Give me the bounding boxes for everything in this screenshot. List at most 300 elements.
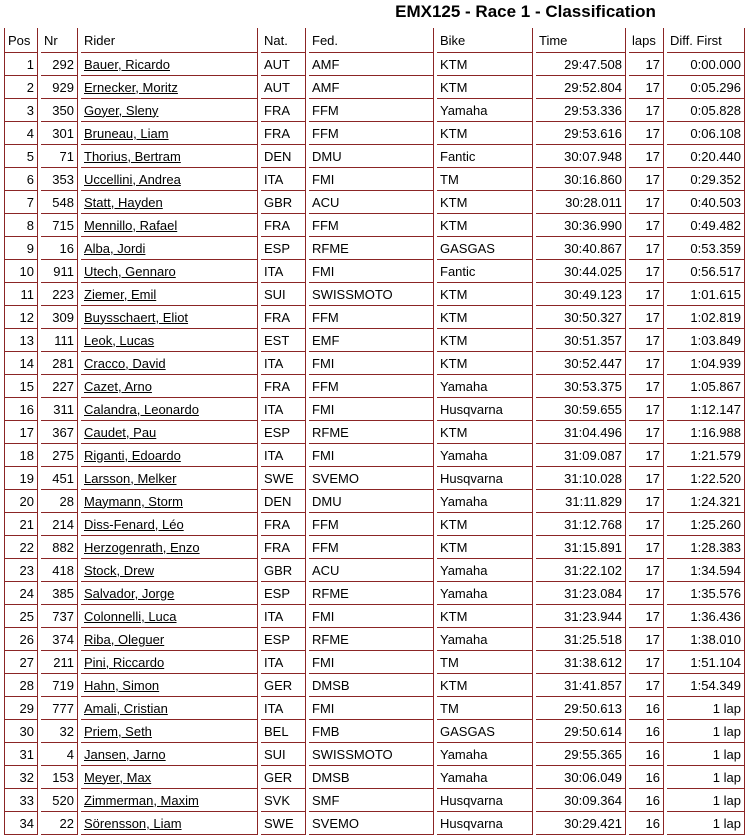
cell-nat: FRA <box>261 306 306 329</box>
table-row <box>4 559 745 582</box>
cell-time: 29:55.365 <box>536 743 626 766</box>
cell-bike: KTM <box>437 53 533 76</box>
table-row <box>4 674 745 697</box>
cell-pos: 19 <box>4 467 38 490</box>
cell-fed: FFM <box>309 306 434 329</box>
rider-link[interactable]: Calandra, Leonardo <box>84 401 199 417</box>
cell-nat: FRA <box>261 214 306 237</box>
cell-diff: 1:34.594 <box>667 559 745 582</box>
cell-fed: AMF <box>309 76 434 99</box>
cell-pos: 6 <box>4 168 38 191</box>
cell-diff: 1:04.939 <box>667 352 745 375</box>
cell-diff: 1 lap <box>667 743 745 766</box>
cell-diff: 1:05.867 <box>667 375 745 398</box>
cell-rider <box>81 513 258 536</box>
cell-laps: 16 <box>629 812 664 835</box>
cell-nr: 737 <box>41 605 78 628</box>
cell-laps: 17 <box>629 283 664 306</box>
cell-diff: 1:03.849 <box>667 329 745 352</box>
cell-laps: 17 <box>629 145 664 168</box>
table-row <box>4 513 745 536</box>
table-row <box>4 812 745 835</box>
cell-nat: ITA <box>261 260 306 283</box>
cell-nat: ESP <box>261 582 306 605</box>
cell-laps: 17 <box>629 122 664 145</box>
cell-nat: DEN <box>261 145 306 168</box>
rider-link[interactable]: Amali, Cristian <box>84 700 168 716</box>
rider-link[interactable]: Ziemer, Emil <box>84 286 157 302</box>
cell-pos: 26 <box>4 628 38 651</box>
cell-pos: 24 <box>4 582 38 605</box>
cell-time: 30:52.447 <box>536 352 626 375</box>
cell-time: 29:50.613 <box>536 697 626 720</box>
cell-nr: 223 <box>41 283 78 306</box>
rider-link[interactable]: Larsson, Melker <box>84 470 177 486</box>
cell-laps: 17 <box>629 53 664 76</box>
cell-rider <box>81 812 258 835</box>
cell-diff: 0:06.108 <box>667 122 745 145</box>
cell-rider <box>81 444 258 467</box>
col-header-pos: Pos <box>4 28 38 53</box>
cell-time: 29:53.616 <box>536 122 626 145</box>
cell-bike: Yamaha <box>437 99 533 122</box>
cell-nat: FRA <box>261 536 306 559</box>
cell-time: 31:23.084 <box>536 582 626 605</box>
rider-link[interactable]: Zimmerman, Maxim <box>84 792 199 808</box>
cell-bike: Yamaha <box>437 628 533 651</box>
cell-diff: 0:40.503 <box>667 191 745 214</box>
cell-nr: 311 <box>41 398 78 421</box>
cell-laps: 17 <box>629 76 664 99</box>
cell-time: 29:52.804 <box>536 76 626 99</box>
col-header-nr: Nr <box>41 28 78 53</box>
cell-bike: Yamaha <box>437 375 533 398</box>
cell-laps: 17 <box>629 628 664 651</box>
cell-bike: KTM <box>437 674 533 697</box>
cell-fed: FFM <box>309 375 434 398</box>
rider-link[interactable]: Alba, Jordi <box>84 240 146 256</box>
cell-bike: Yamaha <box>437 582 533 605</box>
cell-time: 31:15.891 <box>536 536 626 559</box>
cell-time: 30:51.357 <box>536 329 626 352</box>
cell-laps: 17 <box>629 421 664 444</box>
cell-nat: SWE <box>261 812 306 835</box>
cell-fed: DMU <box>309 490 434 513</box>
cell-fed: RFME <box>309 237 434 260</box>
cell-rider <box>81 398 258 421</box>
cell-time: 31:12.768 <box>536 513 626 536</box>
cell-rider <box>81 720 258 743</box>
cell-laps: 17 <box>629 260 664 283</box>
table-row <box>4 789 745 812</box>
rider-link[interactable]: Buysschaert, Eliot <box>84 309 189 325</box>
rider-link[interactable]: Leok, Lucas <box>84 332 155 348</box>
cell-pos: 16 <box>4 398 38 421</box>
cell-nr: 548 <box>41 191 78 214</box>
cell-laps: 17 <box>629 329 664 352</box>
rider-link[interactable]: Bruneau, Liam <box>84 125 169 141</box>
cell-laps: 17 <box>629 352 664 375</box>
cell-rider <box>81 191 258 214</box>
cell-nat: EST <box>261 329 306 352</box>
cell-fed: RFME <box>309 582 434 605</box>
cell-time: 30:06.049 <box>536 766 626 789</box>
rider-link[interactable]: Thorius, Bertram <box>84 148 181 164</box>
cell-nr: 4 <box>41 743 78 766</box>
cell-nat: ITA <box>261 444 306 467</box>
cell-rider <box>81 76 258 99</box>
cell-laps: 17 <box>629 559 664 582</box>
cell-rider <box>81 789 258 812</box>
cell-diff: 1:38.010 <box>667 628 745 651</box>
cell-time: 31:25.518 <box>536 628 626 651</box>
rider-link[interactable]: Riganti, Edoardo <box>84 447 181 463</box>
rider-link[interactable]: Ernecker, Moritz <box>84 79 178 95</box>
table-row <box>4 651 745 674</box>
col-header-fed: Fed. <box>309 28 434 53</box>
table-row <box>4 214 745 237</box>
cell-nat: SVK <box>261 789 306 812</box>
table-row <box>4 237 745 260</box>
cell-fed: DMU <box>309 145 434 168</box>
cell-fed: SMF <box>309 789 434 812</box>
cell-laps: 17 <box>629 99 664 122</box>
cell-time: 31:11.829 <box>536 490 626 513</box>
cell-fed: FFM <box>309 122 434 145</box>
rider-link[interactable]: Maymann, Storm <box>84 493 183 509</box>
cell-rider <box>81 766 258 789</box>
cell-pos: 15 <box>4 375 38 398</box>
rider-link[interactable]: Caudet, Pau <box>84 424 157 440</box>
cell-bike: KTM <box>437 306 533 329</box>
cell-nat: FRA <box>261 375 306 398</box>
cell-fed: AMF <box>309 53 434 76</box>
cell-diff: 1:21.579 <box>667 444 745 467</box>
table-row <box>4 352 745 375</box>
rider-link[interactable]: Diss-Fenard, Léo <box>84 516 184 532</box>
cell-fed: DMSB <box>309 766 434 789</box>
cell-laps: 17 <box>629 674 664 697</box>
cell-time: 30:36.990 <box>536 214 626 237</box>
page-title: EMX125 - Race 1 - Classification <box>395 2 656 21</box>
cell-diff: 1:35.576 <box>667 582 745 605</box>
cell-rider <box>81 237 258 260</box>
cell-time: 30:28.011 <box>536 191 626 214</box>
cell-pos: 18 <box>4 444 38 467</box>
table-row <box>4 720 745 743</box>
rider-link[interactable]: Priem, Seth <box>84 723 152 739</box>
cell-pos: 21 <box>4 513 38 536</box>
rider-link[interactable]: Goyer, Sleny <box>84 102 159 118</box>
col-header-time: Time <box>536 28 626 53</box>
cell-bike: GASGAS <box>437 720 533 743</box>
rider-link[interactable]: Statt, Hayden <box>84 194 163 210</box>
cell-nat: SWE <box>261 467 306 490</box>
cell-laps: 17 <box>629 605 664 628</box>
cell-nr: 32 <box>41 720 78 743</box>
cell-laps: 17 <box>629 582 664 605</box>
cell-nat: ITA <box>261 168 306 191</box>
rider-link[interactable]: Cracco, David <box>84 355 166 371</box>
cell-diff: 1 lap <box>667 697 745 720</box>
cell-bike: TM <box>437 168 533 191</box>
cell-bike: KTM <box>437 214 533 237</box>
cell-diff: 0:56.517 <box>667 260 745 283</box>
cell-fed: FMI <box>309 352 434 375</box>
cell-nat: ITA <box>261 697 306 720</box>
cell-time: 29:50.614 <box>536 720 626 743</box>
cell-time: 30:44.025 <box>536 260 626 283</box>
rider-link[interactable]: Stock, Drew <box>84 562 155 578</box>
cell-time: 31:04.496 <box>536 421 626 444</box>
rider-link[interactable]: Cazet, Arno <box>84 378 152 394</box>
rider-link[interactable]: Bauer, Ricardo <box>84 56 170 72</box>
table-row <box>4 421 745 444</box>
cell-laps: 16 <box>629 697 664 720</box>
cell-nr: 719 <box>41 674 78 697</box>
cell-bike: KTM <box>437 536 533 559</box>
cell-rider <box>81 283 258 306</box>
cell-diff: 1 lap <box>667 812 745 835</box>
cell-rider <box>81 53 258 76</box>
cell-laps: 16 <box>629 720 664 743</box>
rider-link[interactable]: Hahn, Simon <box>84 677 160 693</box>
cell-time: 29:47.508 <box>536 53 626 76</box>
cell-pos: 7 <box>4 191 38 214</box>
cell-pos: 13 <box>4 329 38 352</box>
table-row <box>4 766 745 789</box>
cell-bike: Fantic <box>437 145 533 168</box>
rider-link[interactable]: Meyer, Max <box>84 769 152 785</box>
table-row <box>4 76 745 99</box>
cell-time: 31:22.102 <box>536 559 626 582</box>
cell-nat: ITA <box>261 352 306 375</box>
cell-nr: 301 <box>41 122 78 145</box>
cell-nr: 211 <box>41 651 78 674</box>
cell-diff: 0:53.359 <box>667 237 745 260</box>
table-row <box>4 490 745 513</box>
cell-fed: FMI <box>309 605 434 628</box>
cell-fed: SVEMO <box>309 812 434 835</box>
cell-pos: 32 <box>4 766 38 789</box>
cell-bike: KTM <box>437 329 533 352</box>
cell-time: 30:16.860 <box>536 168 626 191</box>
cell-fed: FMI <box>309 444 434 467</box>
cell-nat: GER <box>261 674 306 697</box>
cell-nat: GBR <box>261 559 306 582</box>
cell-nr: 520 <box>41 789 78 812</box>
cell-pos: 28 <box>4 674 38 697</box>
table-row <box>4 398 745 421</box>
cell-pos: 29 <box>4 697 38 720</box>
cell-bike: Fantic <box>437 260 533 283</box>
cell-diff: 1:16.988 <box>667 421 745 444</box>
col-header-laps: laps <box>629 28 664 53</box>
rider-link[interactable]: Uccellini, Andrea <box>84 171 181 187</box>
cell-pos: 27 <box>4 651 38 674</box>
table-row <box>4 467 745 490</box>
cell-fed: RFME <box>309 421 434 444</box>
cell-rider <box>81 421 258 444</box>
cell-nat: FRA <box>261 99 306 122</box>
cell-bike: Yamaha <box>437 743 533 766</box>
cell-laps: 16 <box>629 743 664 766</box>
cell-nr: 350 <box>41 99 78 122</box>
cell-nr: 929 <box>41 76 78 99</box>
col-header-nat: Nat. <box>261 28 306 53</box>
cell-time: 29:53.336 <box>536 99 626 122</box>
cell-diff: 1:01.615 <box>667 283 745 306</box>
cell-time: 30:50.327 <box>536 306 626 329</box>
cell-bike: Yamaha <box>437 444 533 467</box>
cell-rider <box>81 168 258 191</box>
cell-rider <box>81 329 258 352</box>
cell-nat: ESP <box>261 237 306 260</box>
cell-bike: KTM <box>437 122 533 145</box>
cell-nat: ITA <box>261 605 306 628</box>
col-header-bike: Bike <box>437 28 533 53</box>
rider-link[interactable]: Pini, Riccardo <box>84 654 165 670</box>
table-row <box>4 99 745 122</box>
cell-time: 31:38.612 <box>536 651 626 674</box>
cell-bike: Husqvarna <box>437 789 533 812</box>
cell-rider <box>81 214 258 237</box>
cell-rider <box>81 467 258 490</box>
cell-diff: 0:00.000 <box>667 53 745 76</box>
cell-fed: ACU <box>309 559 434 582</box>
cell-time: 30:09.364 <box>536 789 626 812</box>
cell-nat: SUI <box>261 283 306 306</box>
cell-diff: 1:54.349 <box>667 674 745 697</box>
cell-nr: 715 <box>41 214 78 237</box>
cell-pos: 22 <box>4 536 38 559</box>
cell-laps: 17 <box>629 536 664 559</box>
cell-rider <box>81 582 258 605</box>
cell-laps: 17 <box>629 214 664 237</box>
cell-nat: ITA <box>261 651 306 674</box>
cell-laps: 17 <box>629 168 664 191</box>
cell-nr: 214 <box>41 513 78 536</box>
cell-fed: DMSB <box>309 674 434 697</box>
table-row <box>4 260 745 283</box>
cell-nr: 353 <box>41 168 78 191</box>
table-row <box>4 145 745 168</box>
cell-nr: 22 <box>41 812 78 835</box>
cell-pos: 34 <box>4 812 38 835</box>
rider-link[interactable]: Jansen, Jarno <box>84 746 166 762</box>
cell-diff: 0:05.828 <box>667 99 745 122</box>
cell-pos: 4 <box>4 122 38 145</box>
cell-time: 30:07.948 <box>536 145 626 168</box>
cell-time: 31:10.028 <box>536 467 626 490</box>
cell-fed: FMI <box>309 398 434 421</box>
rider-link[interactable]: Sörensson, Liam <box>84 815 182 831</box>
table-row <box>4 444 745 467</box>
cell-bike: KTM <box>437 605 533 628</box>
cell-nat: AUT <box>261 76 306 99</box>
rider-link[interactable]: Colonnelli, Luca <box>84 608 177 624</box>
cell-bike: TM <box>437 651 533 674</box>
cell-pos: 31 <box>4 743 38 766</box>
table-row <box>4 536 745 559</box>
cell-time: 31:41.857 <box>536 674 626 697</box>
cell-pos: 11 <box>4 283 38 306</box>
header-row <box>4 28 745 53</box>
table-row <box>4 375 745 398</box>
cell-nr: 275 <box>41 444 78 467</box>
cell-nr: 777 <box>41 697 78 720</box>
cell-laps: 17 <box>629 444 664 467</box>
table-row <box>4 743 745 766</box>
table-row <box>4 306 745 329</box>
cell-bike: Yamaha <box>437 490 533 513</box>
rider-link[interactable]: Herzogenrath, Enzo <box>84 539 200 555</box>
cell-pos: 23 <box>4 559 38 582</box>
cell-diff: 0:20.440 <box>667 145 745 168</box>
table-row <box>4 605 745 628</box>
rider-link[interactable]: Mennillo, Rafael <box>84 217 178 233</box>
cell-bike: KTM <box>437 76 533 99</box>
cell-rider <box>81 743 258 766</box>
cell-fed: EMF <box>309 329 434 352</box>
cell-pos: 25 <box>4 605 38 628</box>
cell-fed: ACU <box>309 191 434 214</box>
cell-bike: TM <box>437 697 533 720</box>
col-header-diff: Diff. First <box>667 28 745 53</box>
rider-link[interactable]: Riba, Oleguer <box>84 631 165 647</box>
cell-nr: 451 <box>41 467 78 490</box>
cell-rider <box>81 674 258 697</box>
table-row <box>4 697 745 720</box>
cell-nat: ESP <box>261 628 306 651</box>
cell-laps: 17 <box>629 306 664 329</box>
cell-nr: 16 <box>41 237 78 260</box>
cell-pos: 20 <box>4 490 38 513</box>
cell-bike: KTM <box>437 283 533 306</box>
cell-diff: 1:24.321 <box>667 490 745 513</box>
col-header-rider: Rider <box>81 28 258 53</box>
cell-pos: 17 <box>4 421 38 444</box>
cell-laps: 17 <box>629 490 664 513</box>
table-row <box>4 122 745 145</box>
cell-rider <box>81 605 258 628</box>
table-row <box>4 582 745 605</box>
cell-nat: GBR <box>261 191 306 214</box>
cell-laps: 17 <box>629 191 664 214</box>
cell-fed: FMI <box>309 651 434 674</box>
cell-time: 30:29.421 <box>536 812 626 835</box>
table-row <box>4 191 745 214</box>
cell-nr: 385 <box>41 582 78 605</box>
rider-link[interactable]: Utech, Gennaro <box>84 263 176 279</box>
cell-rider <box>81 260 258 283</box>
cell-diff: 1:36.436 <box>667 605 745 628</box>
cell-diff: 1:51.104 <box>667 651 745 674</box>
cell-bike: KTM <box>437 352 533 375</box>
cell-laps: 17 <box>629 375 664 398</box>
cell-bike: Husqvarna <box>437 467 533 490</box>
cell-nr: 71 <box>41 145 78 168</box>
rider-link[interactable]: Salvador, Jorge <box>84 585 175 601</box>
cell-nat: BEL <box>261 720 306 743</box>
cell-rider <box>81 536 258 559</box>
cell-diff: 1:02.819 <box>667 306 745 329</box>
cell-bike: GASGAS <box>437 237 533 260</box>
cell-fed: FFM <box>309 513 434 536</box>
cell-diff: 1 lap <box>667 789 745 812</box>
cell-pos: 10 <box>4 260 38 283</box>
cell-laps: 17 <box>629 651 664 674</box>
